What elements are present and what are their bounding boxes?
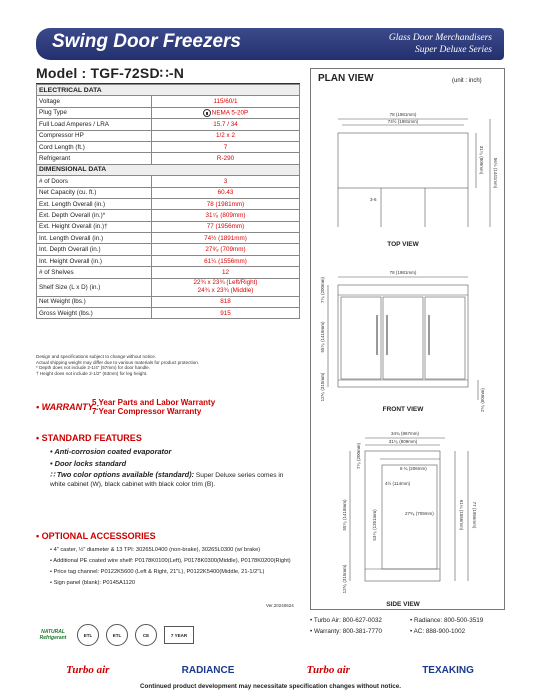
side-j: 12⁸⁄₈ (315mm) — [342, 564, 347, 594]
footer-disclaimer: Continued product development may necessitate specification changes without notice. — [139, 683, 402, 690]
warranty-label: • WARRANTY : — [36, 402, 99, 412]
spec-key: # of Doors — [37, 176, 152, 187]
front-view-outline — [338, 285, 468, 387]
spec-value: 12 — [152, 267, 300, 278]
model-number: Model : TGF-72SD∷-N — [36, 65, 185, 81]
spec-key: Cord Length (ft.) — [37, 141, 152, 152]
plug-type-text: NEMA 5-20P — [211, 109, 249, 117]
side-i: 77 (1956mm) — [472, 501, 477, 529]
side-c: 4½ (114mm) — [385, 481, 411, 486]
spec-value: R-290 — [152, 153, 300, 164]
header-subtitle — [389, 32, 492, 56]
top-w1: 78 (1981mm) — [389, 112, 417, 117]
plan-view-heading: PLAN VIEW — [318, 73, 374, 84]
spec-value: 77 (1956mm) — [152, 221, 300, 232]
front-view-label: FRONT VIEW — [382, 406, 424, 413]
front-h2: 55⁷⁄₈ (1418mm) — [320, 321, 325, 353]
spec-key: Ext. Depth Overall (in.)* — [37, 210, 152, 221]
accessory-item: • Price tag channel: P0122K5600 (Left & Right, 21"L), P0122K5400(Middle, 21-1/2"L) — [50, 569, 265, 575]
spec-value: 78 (1981mm) — [152, 198, 300, 209]
spec-key: Shelf Size (L x D) (in.) — [37, 278, 152, 296]
front-w: 78 (1981mm) — [389, 270, 417, 275]
top-d1: 31⁷⁄₈ (809mm) — [479, 145, 484, 175]
top-s: 3-6 — [370, 197, 377, 202]
side-b: 8 ¾ (206mm) — [400, 466, 427, 471]
side-view-label: SIDE VIEW — [386, 601, 420, 608]
spec-value: 74½ (1891mm) — [152, 233, 300, 244]
spec-value: 61¼ (1556mm) — [152, 255, 300, 266]
spec-key: # of Shelves — [37, 267, 152, 278]
contact-turbo-air: • Turbo Air: 800-627-0032 — [310, 617, 382, 624]
subtitle-line-2: Super Deluxe Series — [414, 45, 492, 55]
side-h: 61¼ (1556mm) — [459, 499, 464, 531]
unit-label: (unit : inch) — [452, 78, 482, 84]
accessory-item: • 4" caster, ½" diameter & 13 TPI: 30265L0400 (non-brake), 30265L0300 (w/ brake) — [50, 547, 261, 553]
note-line: † Height does not include 2-1/2" (63mm) for leg height. — [36, 370, 148, 376]
accessory-item: • Sign panel (blank): P0145A1120 — [50, 580, 136, 586]
side-g: 53⁴⁄₈ (1351mm) — [372, 509, 377, 541]
radiance-logo: RADIANCE — [181, 664, 235, 676]
spec-key: Int. Depth Overall (in.) — [37, 244, 152, 255]
plan-drawings — [310, 85, 505, 610]
note-line: Actual shipping weight may differ due to various materials for product protection. — [36, 359, 200, 365]
spec-value: 27⁸⁄₈ (709mm) — [152, 244, 300, 255]
shelf-size-middle: 24¾ x 23¾ (Middle) — [197, 287, 254, 295]
feature-item-bold: ∷ Two color options available (standard): — [50, 470, 195, 479]
brand-logos — [30, 661, 510, 679]
side-d1: 34¾ (867mm) — [390, 431, 420, 436]
electrical-header: ELECTRICAL DATA — [37, 85, 300, 96]
feature-item: • Anti-corrosion coated evaporator — [50, 447, 172, 456]
turbo-air-logo-2: Turbo air — [306, 664, 350, 676]
natural-refrigerant-logo: NATURAL Refrigerant — [39, 629, 67, 641]
accessory-item: • Additional PE coated wire shelf: P0178K0100(Left), P0178K0300(Middle), P0178K0200(Right) — [50, 558, 291, 564]
warranty-line-1: 5 Year Parts and Labor Warranty — [92, 398, 216, 407]
optional-accessories-heading: • OPTIONAL ACCESSORIES — [36, 531, 156, 541]
ce-logo: CE — [135, 624, 157, 646]
standard-features-list — [50, 447, 290, 489]
spec-value: 818 — [152, 296, 300, 307]
spec-key: Plug Type — [37, 107, 152, 118]
feature-item-text: Super Deluxe series comes in white cabinet (W), black cabinet with black color trim (B). — [50, 472, 284, 488]
top-d2: 56½ (1441mm) — [493, 157, 498, 189]
spec-key: Refrigerant — [37, 153, 152, 164]
front-h3: 12⁸⁄₈ (315mm) — [320, 372, 325, 402]
feature-item: • Door locks standard — [50, 458, 127, 468]
front-h4: 2⁶⁄₈ (60mm) — [480, 388, 485, 412]
etl-sanitation-logo: ETL — [106, 624, 128, 646]
spec-value: 915 — [152, 308, 300, 319]
top-view-label: TOP VIEW — [387, 241, 419, 248]
spec-value: 1/2 x 2 — [152, 130, 300, 141]
turbo-air-logo: Turbo air — [66, 664, 110, 676]
spec-key: Ext. Height Overall (in.)† — [37, 221, 152, 232]
spec-key: Voltage — [37, 96, 152, 107]
spec-value: 115/60/1 — [152, 96, 300, 107]
spec-value: 7 — [152, 141, 300, 152]
spec-value: 60.43 — [152, 187, 300, 198]
spec-key: Compressor HP — [37, 130, 152, 141]
spec-value — [152, 107, 300, 118]
dimensional-header: DIMENSIONAL DATA — [37, 164, 300, 175]
top-w2: 74½ (1891mm) — [387, 119, 419, 124]
side-d2: 31⁷⁄₈ (809mm) — [388, 439, 418, 444]
spec-value: 3 — [152, 176, 300, 187]
contact-list — [310, 615, 510, 637]
shelf-size-lr: 22¾ x 23¾ (Left/Right) — [193, 279, 258, 287]
accessories-list — [50, 546, 300, 590]
page-title: Swing Door Freezers — [52, 31, 241, 52]
spec-key: Net Weight (lbs.) — [37, 296, 152, 307]
spec-key: Ext. Length Overall (in.) — [37, 198, 152, 209]
front-door-right — [425, 297, 465, 379]
version-label: Ver.20240624 — [266, 603, 294, 608]
warranty-badge: 7 YEAR — [164, 626, 194, 644]
note-line: Design and specifications subject to change without notice. — [36, 354, 157, 359]
spec-table — [36, 84, 300, 319]
header-banner — [36, 28, 504, 60]
front-door-middle — [383, 297, 423, 379]
side-a: 7⁷⁄₈ (200mm) — [356, 442, 361, 470]
contact-ac: • AC: 888-900-1002 — [410, 628, 466, 635]
front-door-left — [341, 297, 381, 379]
side-f: 55⁷⁄₈ (1418mm) — [342, 499, 347, 531]
spec-value: 15.7 / 34 — [152, 119, 300, 130]
front-h1: 7⁷⁄₈ (200mm) — [320, 276, 325, 304]
spec-value: 31⁷⁄₈ (809mm) — [152, 210, 300, 221]
subtitle-line-1: Glass Door Merchandisers — [388, 33, 492, 43]
contact-warranty: • Warranty: 800-381-7770 — [310, 628, 382, 635]
plug-icon — [203, 109, 211, 117]
spec-value — [152, 278, 300, 296]
certification-logos — [36, 618, 306, 652]
contact-radiance: • Radiance: 800-500-3519 — [410, 617, 484, 624]
warranty-line-2: 7 Year Compressor Warranty — [92, 407, 202, 416]
spec-key: Int. Height Overall (in.) — [37, 255, 152, 266]
top-view-outline — [338, 133, 468, 188]
spec-key: Net Capacity (cu. ft.) — [37, 187, 152, 198]
note-line: * Depth does not include 2-1/4" (57mm) for door handle. — [36, 365, 150, 371]
spec-key: Int. Length Overall (in.) — [37, 233, 152, 244]
spec-key: Full Load Amperes / LRA — [37, 119, 152, 130]
spec-notes — [36, 354, 306, 376]
etl-logo: ETL — [77, 624, 99, 646]
standard-features-heading: • STANDARD FEATURES — [36, 433, 142, 443]
side-e: 27⁸⁄₈ (709mm) — [405, 511, 434, 516]
texaking-logo: TEXAKING — [422, 664, 474, 676]
spec-key: Gross Weight (lbs.) — [37, 308, 152, 319]
